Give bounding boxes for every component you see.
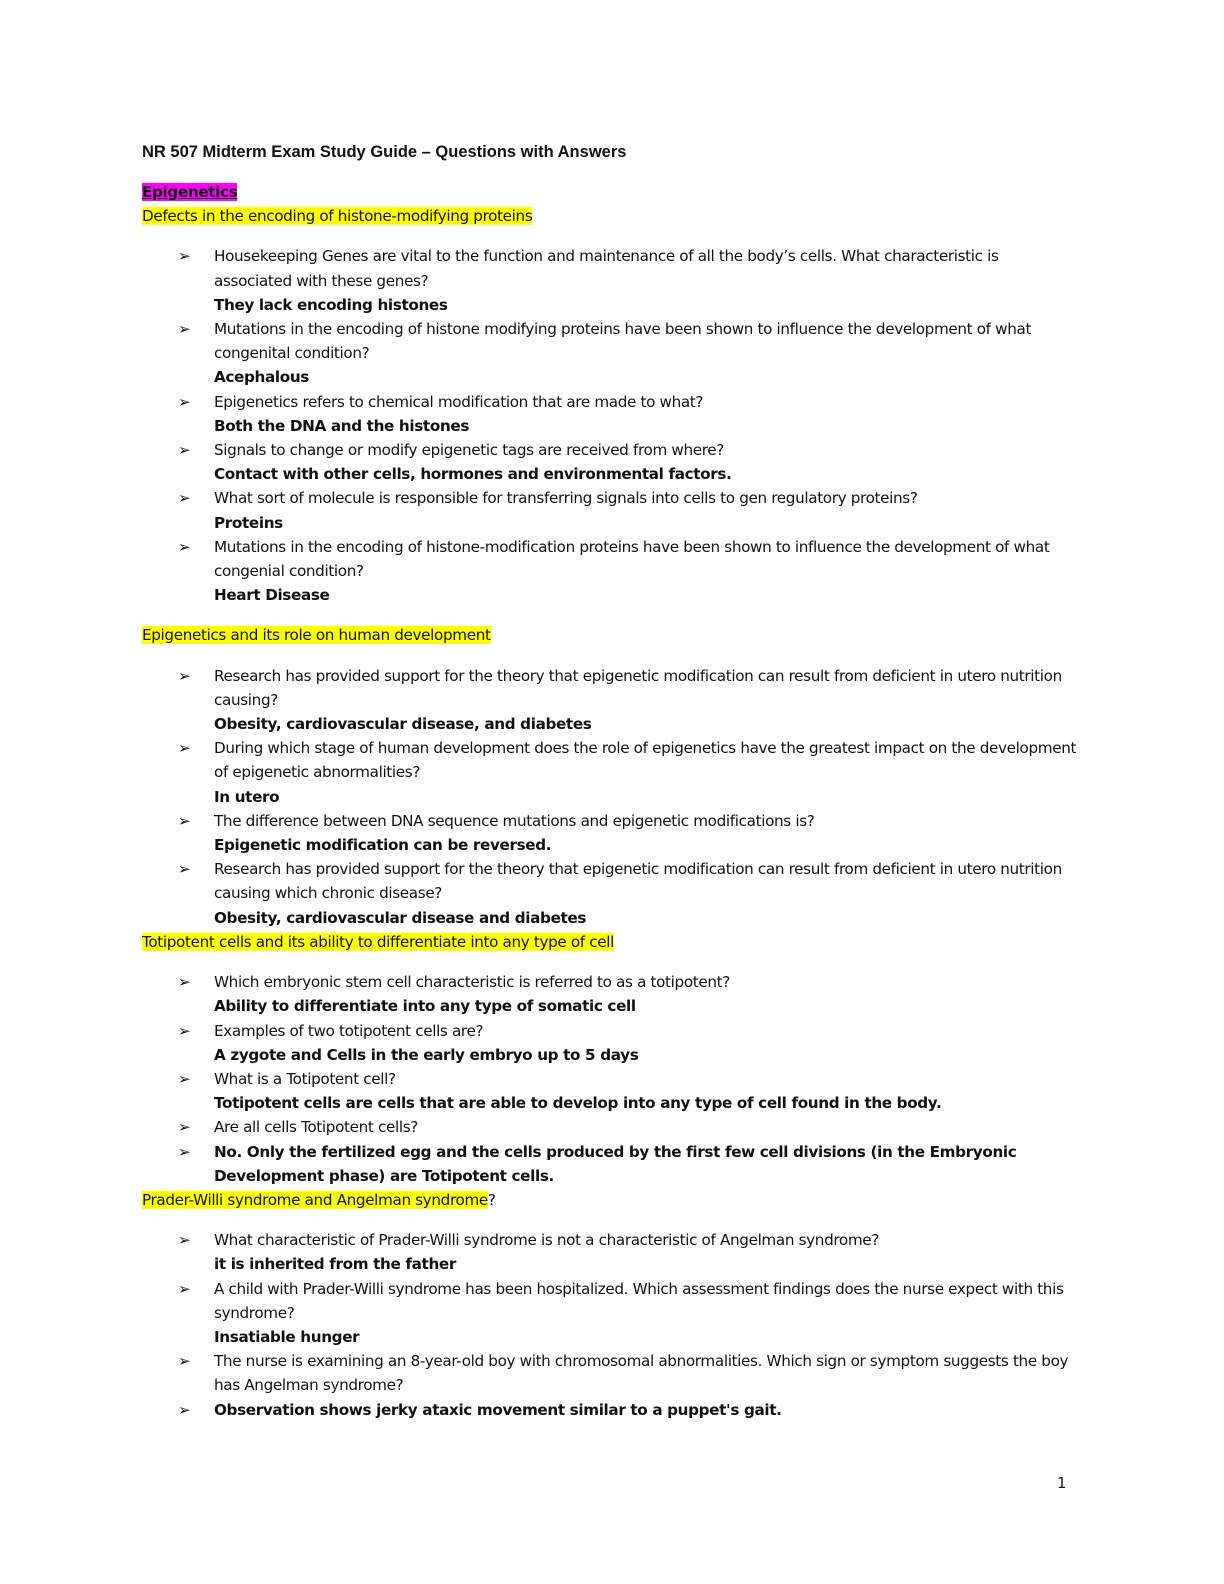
qa-item	[142, 857, 1077, 930]
arrow-bullet-icon: ➢	[178, 1231, 191, 1250]
answer: Observation shows jerky ataxic movement similar to a puppet's gait.	[214, 1400, 782, 1419]
qa-item	[142, 1067, 1077, 1115]
qa-item	[142, 1019, 1077, 1067]
section-human-development	[142, 623, 1077, 929]
arrow-bullet-icon: ➢	[178, 1279, 191, 1298]
answer: A zygote and Cells in the early embryo up to 5 days	[214, 1045, 639, 1064]
arrow-bullet-icon: ➢	[178, 1400, 191, 1419]
qa-item	[142, 1228, 1077, 1276]
arrow-bullet-icon: ➢	[178, 441, 191, 460]
question: What is a Totipotent cell?	[214, 1069, 396, 1088]
answer: They lack encoding histones	[214, 295, 448, 314]
answer: Ability to differentiate into any type of somatic cell	[214, 997, 636, 1016]
section-title	[142, 1188, 1077, 1212]
question: The nurse is examining an 8-year-old boy with chromosomal abnormalities. Which sign or symptom suggests the boy has Angelman syndrome?	[214, 1352, 1069, 1395]
question: What sort of molecule is responsible for transferring signals into cells to gen regulatory proteins?	[214, 489, 918, 508]
qa-item	[142, 1277, 1077, 1350]
section-prader-willi-angelman	[142, 1188, 1077, 1422]
answer: In utero	[214, 787, 280, 806]
arrow-bullet-icon: ➢	[178, 1021, 191, 1040]
section-title-suffix: ?	[487, 1190, 496, 1209]
qa-item	[142, 970, 1077, 1018]
answer: Epigenetic modification can be reversed.	[214, 836, 552, 855]
question: Which embryonic stem cell characteristic is referred to as a totipotent?	[214, 973, 730, 992]
section-title	[142, 204, 1077, 228]
section-heading	[142, 180, 1077, 204]
answer: Heart Disease	[214, 586, 330, 605]
arrow-bullet-icon: ➢	[178, 973, 191, 992]
answer: No. Only the fertilized egg and the cells produced by the first few cell divisions (in the Embryonic Development phase) are Totipotent cells.	[214, 1142, 1017, 1185]
document-body	[142, 180, 1077, 1422]
question: Signals to change or modify epigenetic tags are received from where?	[214, 441, 724, 460]
section-title-part: Defects in the encoding of	[142, 207, 338, 226]
qa-item	[142, 1398, 1077, 1422]
arrow-bullet-icon: ➢	[178, 811, 191, 830]
page-number: 1	[1057, 1474, 1067, 1492]
answer: Obesity, cardiovascular disease and diabetes	[214, 908, 587, 927]
qa-item	[142, 809, 1077, 857]
qa-list	[142, 1228, 1077, 1422]
arrow-bullet-icon: ➢	[178, 739, 191, 758]
question: Are all cells Totipotent cells?	[214, 1118, 418, 1137]
qa-item	[142, 1349, 1077, 1397]
answer: Proteins	[214, 513, 283, 532]
arrow-bullet-icon: ➢	[178, 1142, 191, 1161]
qa-item	[142, 1115, 1077, 1139]
section-totipotent-cells	[142, 930, 1077, 1188]
qa-list	[142, 970, 1077, 1188]
question: Epigenetics refers to chemical modification that are made to what?	[214, 392, 704, 411]
arrow-bullet-icon: ➢	[178, 1118, 191, 1137]
document-title: NR 507 Midterm Exam Study Guide – Questions with Answers	[142, 143, 627, 161]
arrow-bullet-icon: ➢	[178, 320, 191, 339]
question: Research has provided support for the theory that epigenetic modification can result from deficient in utero nutrition causing?	[214, 666, 1062, 709]
section-title	[142, 623, 1077, 647]
qa-item	[142, 664, 1077, 737]
question: Examples of two totipotent cells are?	[214, 1021, 484, 1040]
section-title-part: histone-modifying proteins	[337, 207, 533, 226]
heading-epigenetics: Epigenetics	[142, 183, 238, 201]
answer: Obesity, cardiovascular disease, and diabetes	[214, 715, 592, 734]
answer: Totipotent cells are cells that are able to develop into any type of cell found in the body.	[214, 1094, 942, 1113]
answer: Both the DNA and the histones	[214, 416, 470, 435]
section-title-text: Totipotent cells and its ability to differentiate into any type of cell	[142, 932, 614, 951]
qa-item	[142, 317, 1077, 390]
qa-item	[142, 438, 1077, 486]
question: The difference between DNA sequence mutations and epigenetic modifications is?	[214, 811, 815, 830]
arrow-bullet-icon: ➢	[178, 1352, 191, 1371]
qa-item	[142, 1140, 1077, 1188]
section-title	[142, 930, 1077, 954]
arrow-bullet-icon: ➢	[178, 392, 191, 411]
question: During which stage of human development does the role of epigenetics have the greatest impact on the development of epigenetic abnormalities?	[214, 739, 1077, 782]
answer: Insatiable hunger	[214, 1327, 360, 1346]
question: Mutations in the encoding of histone modifying proteins have been shown to influence the development of what congenital condition?	[214, 320, 1032, 363]
question: What characteristic of Prader-Willi syndrome is not a characteristic of Angelman syndrome?	[214, 1231, 880, 1250]
qa-item	[142, 535, 1077, 608]
question: Housekeeping Genes are vital to the function and maintenance of all the body’s cells. What characteristic is associated with these genes?	[214, 247, 999, 290]
qa-item	[142, 736, 1077, 809]
qa-item	[142, 390, 1077, 438]
arrow-bullet-icon: ➢	[178, 489, 191, 508]
answer: Acephalous	[214, 368, 309, 387]
answer: it is inherited from the father	[214, 1255, 457, 1274]
arrow-bullet-icon: ➢	[178, 666, 191, 685]
section-epigenetics	[142, 180, 1077, 607]
qa-list	[142, 664, 1077, 930]
arrow-bullet-icon: ➢	[178, 1069, 191, 1088]
question: Research has provided support for the theory that epigenetic modification can result from deficient in utero nutrition causing which chronic disease?	[214, 860, 1062, 903]
arrow-bullet-icon: ➢	[178, 537, 191, 556]
question: A child with Prader-Willi syndrome has been hospitalized. Which assessment findings does the nurse expect with this syndrome?	[214, 1279, 1064, 1322]
question: Mutations in the encoding of histone-modification proteins have been shown to influence the development of what congenial condition?	[214, 537, 1050, 581]
section-title-text: Epigenetics and its role on human development	[142, 626, 491, 645]
answer: Contact with other cells, hormones and environmental factors.	[214, 465, 732, 484]
qa-list	[142, 244, 1077, 607]
section-title-text: Prader-Willi syndrome and Angelman syndrome	[142, 1190, 488, 1209]
qa-item	[142, 244, 1077, 317]
arrow-bullet-icon: ➢	[178, 247, 191, 266]
qa-item	[142, 486, 1077, 534]
arrow-bullet-icon: ➢	[178, 860, 191, 879]
